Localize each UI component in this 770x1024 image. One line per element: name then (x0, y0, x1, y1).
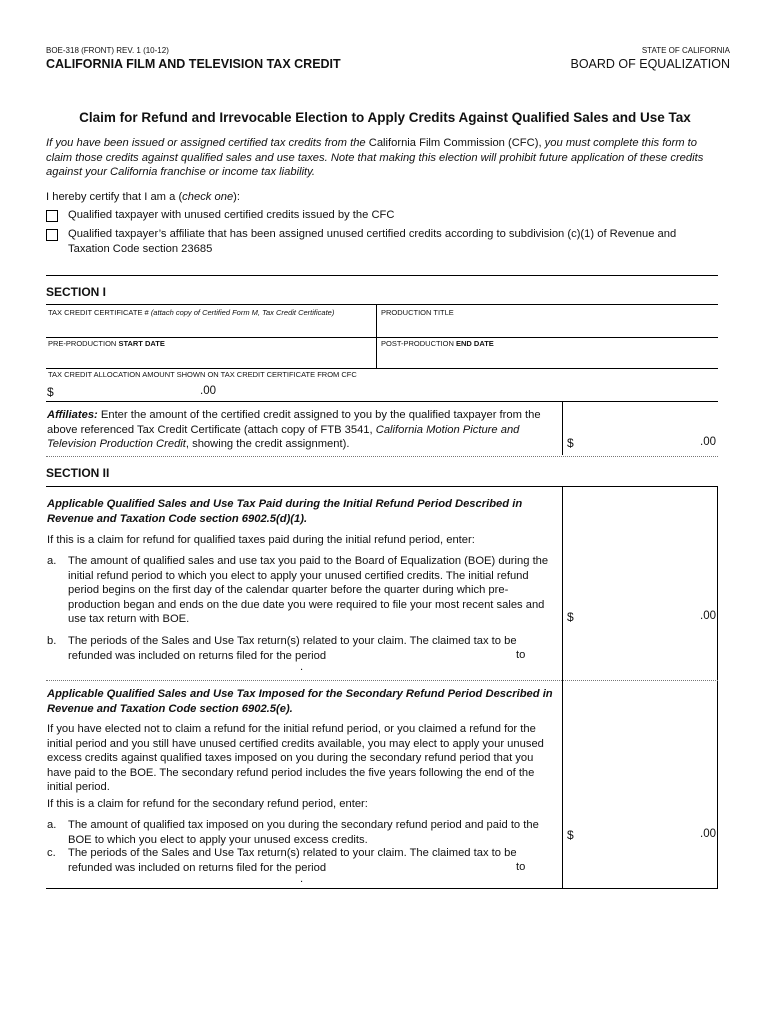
agency-label: BOARD OF EQUALIZATION (570, 57, 730, 71)
secondary-period-heading: Applicable Qualified Sales and Use Tax Imposed for the Secondary Refund Period Described in Revenue and Taxation Code section 6902.5(e). (47, 688, 553, 715)
start-date-label: PRE-PRODUCTION START DATE (48, 339, 165, 348)
divider (562, 486, 563, 888)
intro-part2: you must complete this form to claim those credits against qualified sales and use taxes. Note that making this election will prohibit future application of these credits against your California franchise or income tax liability. (46, 137, 704, 179)
divider (46, 401, 718, 402)
allocation-label: TAX CREDIT ALLOCATION AMOUNT SHOWN ON TAX CREDIT CERTIFICATE FROM CFC (48, 370, 357, 379)
divider (46, 486, 718, 487)
intro-paragraph (46, 136, 726, 180)
item-b-to: to (516, 649, 526, 661)
divider (46, 456, 718, 457)
affiliates-amount-field[interactable] (580, 432, 698, 450)
divider (46, 680, 718, 681)
secondary-amount-cents: .00 (700, 828, 716, 840)
affiliates-cents: .00 (700, 436, 716, 448)
secondary-amount-dollar: $ (567, 828, 574, 842)
initial-period-lead: If this is a claim for refund for qualified taxes paid during the initial refund period, enter: (47, 534, 475, 546)
item-a-text: The amount of qualified sales and use tax you paid to the Board of Equalization (BOE) during the initial refund period to which you elect to apply your unused certified credits. The initial refund period begins on the first day of the calendar quarter before the quarter during which pre-production began and ends on the due date you were required to file your most recent sales and use tax return with BOE. (68, 555, 549, 626)
initial-amount-dollar: $ (567, 610, 574, 624)
allocation-cents: .00 (200, 385, 216, 397)
page-title: Claim for Refund and Irrevocable Election to Apply Credits Against Qualified Sales and Use Tax (79, 110, 691, 125)
divider (717, 486, 718, 888)
initial-amount-cents: .00 (700, 610, 716, 622)
checkbox-qualified-taxpayer[interactable] (46, 210, 58, 222)
item-a-letter: a. (47, 555, 57, 567)
initial-amount-field[interactable] (580, 606, 698, 624)
allocation-amount-field[interactable] (60, 382, 198, 400)
affiliates-dollar: $ (567, 436, 574, 450)
divider (46, 304, 718, 305)
intro-part1: If you have been issued or assigned certified tax credits from the (46, 137, 366, 149)
option-qualified-taxpayer: Qualified taxpayer with unused certified credits issued by the CFC (68, 209, 395, 221)
state-label: STATE OF CALIFORNIA (641, 46, 730, 55)
initial-period-heading: Applicable Qualified Sales and Use Tax Paid during the Initial Refund Period Described in Revenue and Taxation Code section 6902.5(d)(1). (47, 498, 523, 525)
cert-number-label: TAX CREDIT CERTIFICATE # (attach copy of Certified Form M, Tax Credit Certificate) (48, 308, 335, 317)
cert-number-field[interactable] (46, 318, 374, 336)
secondary-amount-field[interactable] (580, 824, 698, 842)
intro-cfc: California Film Commission (CFC), (368, 137, 542, 149)
secondary-period-para: If you have elected not to claim a refund for the initial refund period, or you claimed a refund for the initial period and you still have unused certified credits available, you may elect to apply your unused excess credits against qualified taxes imposed on you during the secondary refund period that you have paid to the BOE. The secondary refund period includes the five years following the end of the initial period. (47, 723, 544, 794)
item-a2-letter: a. (47, 819, 57, 831)
divider (46, 368, 718, 369)
certify-lead: I hereby certify that I am a (check one): (46, 191, 241, 203)
item-c-letter: c. (47, 847, 56, 859)
production-title-field[interactable] (379, 318, 716, 336)
secondary-period-lead: If this is a claim for refund for the secondary refund period, enter: (47, 798, 368, 810)
form-title: CALIFORNIA FILM AND TELEVISION TAX CREDIT (46, 57, 341, 71)
section2-heading: SECTION II (46, 466, 110, 480)
item-c-to: to (516, 861, 526, 873)
item-a2-text: The amount of qualified tax imposed on you during the secondary refund period and paid to the BOE to which you elect to apply your unused excess credits. (68, 819, 539, 846)
item-b-text: The periods of the Sales and Use Tax return(s) related to your claim. The claimed tax to be refunded was included on returns filed for the period (68, 635, 517, 662)
divider (46, 337, 718, 338)
section1-heading: SECTION I (46, 285, 107, 299)
divider (46, 888, 718, 889)
item-c-period-end: . (300, 873, 304, 885)
end-date-field[interactable] (379, 349, 716, 367)
form-id: BOE-318 (FRONT) REV. 1 (10-12) (46, 46, 169, 55)
divider (376, 304, 377, 368)
allocation-dollar: $ (47, 385, 54, 399)
affiliates-text: Affiliates: Enter the amount of the certified credit assigned to you by the qualified taxpayer from the above referenced Tax Credit Certificate (attach copy of FTB 3541, California Motion Picture and Television Production Credit, showing the credit assignment). (47, 409, 541, 451)
item-b-period-end: . (300, 661, 304, 673)
secondary-period-from-field[interactable] (335, 858, 510, 874)
divider (562, 401, 563, 455)
production-title-label: PRODUCTION TITLE (381, 308, 454, 317)
item-b-letter: b. (47, 635, 57, 647)
checkbox-affiliate[interactable] (46, 229, 58, 241)
end-date-label: POST-PRODUCTION END DATE (381, 339, 494, 348)
item-c-text: The periods of the Sales and Use Tax return(s) related to your claim. The claimed tax to be refunded was included on returns filed for the period (68, 847, 517, 874)
divider (46, 275, 718, 276)
option-affiliate: Qualified taxpayer’s affiliate that has been assigned unused certified credits according to subdivision (c)(1) of Revenue and Taxation Code section 23685 (68, 228, 677, 255)
start-date-field[interactable] (46, 349, 374, 367)
initial-period-from-field[interactable] (335, 646, 510, 662)
